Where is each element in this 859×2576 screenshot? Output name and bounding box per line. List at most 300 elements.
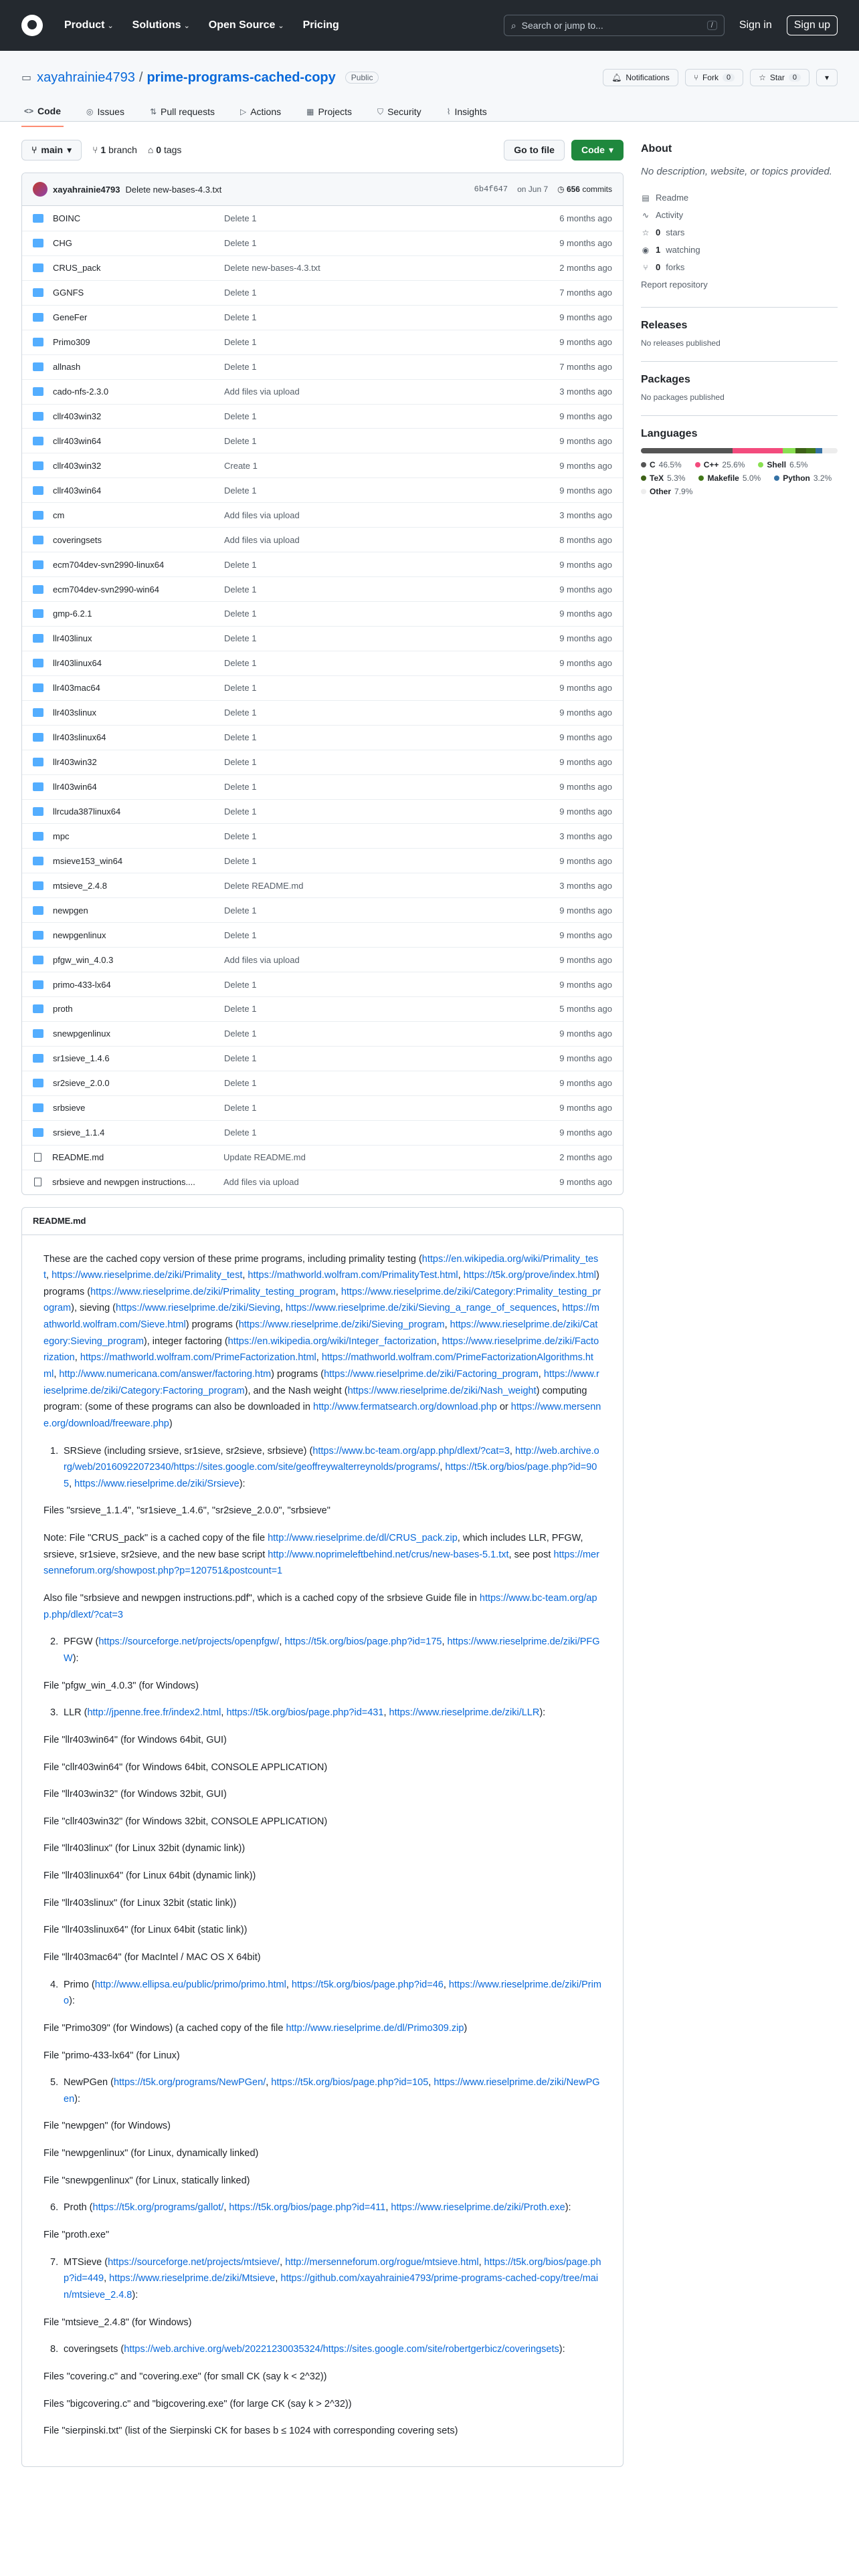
file-commit-message[interactable]: Add files via upload — [224, 534, 300, 545]
file-name-link[interactable]: CHG — [53, 238, 72, 249]
repo-separator: / — [138, 70, 143, 85]
folder-icon — [33, 461, 43, 470]
file-name-link[interactable]: cm — [53, 510, 65, 520]
chevron-down-icon: ⌄ — [107, 22, 114, 30]
readme-link[interactable]: https://t5k.org/prove/index.html — [463, 1270, 596, 1281]
file-commit-message[interactable]: Delete 1 — [224, 905, 257, 916]
file-name-link[interactable]: llr403linux64 — [53, 658, 102, 669]
shield-icon: ⛉ — [377, 106, 384, 116]
folder-icon — [33, 536, 43, 544]
readme-paragraph: File "cllr403win64" (for Windows 64bit, CONSOLE APPLICATION) — [43, 1761, 328, 1773]
file-row[interactable] — [22, 477, 623, 502]
file-row[interactable] — [22, 1145, 623, 1170]
commit-message[interactable]: Delete new-bases-4.3.txt — [125, 184, 222, 195]
file-commit-message[interactable]: Delete 1 — [224, 213, 257, 223]
file-name-link[interactable]: allnash — [53, 362, 81, 372]
file-row[interactable] — [22, 1120, 623, 1145]
readme-link[interactable]: https://sourceforge.net/projects/openpfgw/ — [98, 1636, 280, 1648]
file-row[interactable] — [22, 700, 623, 725]
file-commit-message[interactable]: Delete 1 — [224, 1004, 257, 1014]
file-name-link[interactable]: proth — [53, 1004, 73, 1014]
file-list — [22, 206, 623, 1194]
file-commit-time: 9 months ago — [559, 1078, 612, 1089]
language-item[interactable] — [695, 460, 745, 469]
file-row[interactable] — [22, 502, 623, 527]
file-name-link[interactable]: sr1sieve_1.4.6 — [53, 1053, 110, 1064]
chevron-down-icon: ▾ — [824, 73, 829, 82]
folder-icon — [33, 263, 43, 272]
readme-link[interactable]: http://web.archive.org/web/20160922072340/https://sites.google.com/site/geoffreywalterreynolds/programs/ — [64, 1445, 599, 1473]
languages-section — [641, 415, 838, 496]
file-commit-message[interactable]: Delete 1 — [224, 337, 257, 348]
language-item[interactable] — [774, 473, 832, 483]
file-commit-message[interactable]: Delete 1 — [224, 708, 257, 718]
packages-text: No packages published — [641, 392, 725, 402]
readme-link[interactable]: https://sourceforge.net/projects/mtsieve/ — [108, 2256, 280, 2268]
file-commit-message[interactable]: Delete 1 — [224, 1053, 257, 1064]
fork-button[interactable]: ⑂ Fork 0 — [685, 69, 743, 86]
readme-link[interactable]: https://www.bc-team.org/app.php/dlext/?cat=3 — [312, 1445, 510, 1457]
file-commit-message[interactable]: Delete 1 — [224, 288, 257, 298]
file-commit-message[interactable]: Delete 1 — [224, 1128, 257, 1138]
language-name: C++ — [703, 459, 719, 469]
file-commit-time: 9 months ago — [559, 633, 612, 644]
branch-select-button[interactable]: ⑂ main ▾ — [21, 140, 82, 160]
readme-link[interactable]: https://t5k.org/bios/page.php?id=46 — [291, 1979, 444, 1990]
file-commit-message[interactable]: Update README.md — [223, 1152, 306, 1163]
file-commit-message[interactable]: Delete 1 — [224, 559, 257, 570]
file-name-link[interactable]: msieve153_win64 — [53, 855, 123, 866]
file-commit-time: 6 months ago — [559, 213, 612, 223]
file-name-link[interactable]: mpc — [53, 831, 70, 841]
readme-link[interactable]: https://t5k.org/bios/page.php?id=411 — [229, 2202, 386, 2214]
fork-icon: ⑂ — [693, 73, 698, 82]
file-commit-time: 7 months ago — [559, 362, 612, 372]
file-name-link[interactable]: CRUS_pack — [53, 263, 101, 274]
file-commit-message[interactable]: Delete 1 — [224, 584, 257, 595]
readme-link[interactable]: https://en.wikipedia.org/wiki/Primality_test — [43, 1253, 599, 1281]
star-dropdown-button[interactable] — [816, 69, 838, 86]
readme-link[interactable]: http://jpenne.free.fr/index2.html — [87, 1707, 221, 1719]
file-row[interactable] — [22, 1046, 623, 1071]
language-bar-segment — [795, 448, 806, 453]
star-icon: ☆ — [642, 227, 650, 237]
file-row[interactable] — [22, 354, 623, 379]
file-commit-message[interactable]: Delete README.md — [224, 880, 304, 891]
repo-name-link[interactable]: prime-programs-cached-copy — [147, 70, 336, 85]
file-name-link[interactable]: cllr403win64 — [53, 485, 102, 496]
file-name-link[interactable]: Primo309 — [53, 337, 90, 348]
file-row[interactable] — [22, 330, 623, 354]
readme-link[interactable]: https://t5k.org/bios/page.php?id=175 — [284, 1636, 442, 1648]
readme-link[interactable]: http://mersenneforum.org/rogue/mtsieve.html — [285, 2256, 479, 2268]
readme-link[interactable]: https://mathworld.wolfram.com/PrimalityTest.html — [248, 1270, 458, 1281]
file-commit-time: 2 months ago — [559, 1152, 612, 1163]
language-name: Makefile — [707, 473, 739, 483]
file-name-link[interactable]: sr2sieve_2.0.0 — [53, 1078, 110, 1089]
file-commit-time: 5 months ago — [559, 1004, 612, 1014]
code-button[interactable]: Code ▾ — [571, 140, 624, 160]
file-name-link[interactable]: primo-433-lx64 — [53, 979, 111, 990]
file-commit-time: 9 months ago — [559, 1128, 612, 1138]
file-name-link[interactable]: coveringsets — [53, 534, 102, 545]
commits-link[interactable]: ◷ 656 commits — [557, 185, 612, 194]
file-name-link[interactable]: cllr403win32 — [53, 411, 102, 421]
sign-in-link[interactable]: Sign in — [739, 19, 772, 31]
file-row[interactable] — [22, 947, 623, 972]
folder-icon — [33, 609, 43, 618]
file-name-link[interactable]: ecm704dev-svn2990-linux64 — [53, 559, 165, 570]
readme-link[interactable]: https://www.rieselprime.de/ziki/Primality_testing_program — [90, 1286, 336, 1297]
nav-product[interactable]: Product ⌄ — [64, 19, 114, 31]
readme-paragraph: File "llr403win32" (for Windows 32bit, GUI) — [43, 1789, 227, 1800]
folder-icon — [33, 634, 43, 643]
language-dot-icon — [774, 475, 779, 481]
readme-link[interactable]: https://www.rieselprime.de/ziki/Primo — [64, 1979, 601, 2007]
folder-icon — [33, 1054, 43, 1063]
language-bar-segment — [733, 448, 783, 453]
language-dot-icon — [641, 489, 646, 494]
file-commit-message[interactable]: Delete 1 — [224, 782, 257, 792]
chevron-down-icon: ⌄ — [278, 22, 284, 30]
readme-list-item: 3. LLR (http://jpenne.free.fr/index2.html, https://t5k.org/bios/page.php?id=431, https://www.rieselprime.de/ziki/LLR): — [64, 1705, 601, 1721]
file-commit-message[interactable]: Delete 1 — [224, 806, 257, 817]
readme-link[interactable]: https://mersenneforum.org/showpost.php?p=120751&postcount=1 — [43, 1549, 599, 1577]
file-name-link[interactable]: cado-nfs-2.3.0 — [53, 387, 109, 397]
nav-solutions[interactable]: Solutions ⌄ — [132, 19, 190, 31]
file-row[interactable] — [22, 922, 623, 947]
language-bar — [641, 448, 838, 453]
packages-title[interactable]: Packages — [641, 373, 690, 385]
readme-paragraph: File "cllr403win32" (for Windows 32bit, CONSOLE APPLICATION) — [43, 1816, 328, 1827]
file-commit-message[interactable]: Delete 1 — [224, 683, 257, 693]
file-row[interactable] — [22, 848, 623, 873]
readme-paragraph: File "llr403linux" (for Linux 32bit (dynamic link)) — [43, 1843, 246, 1854]
readme-link[interactable]: https://www.rieselprime.de/ziki/LLR — [389, 1707, 540, 1719]
file-row[interactable] — [22, 750, 623, 774]
tab-projects[interactable]: ▦ Projects — [306, 106, 353, 117]
readme-link[interactable]: https://www.rieselprime.de/ziki/Sieving — [116, 1303, 280, 1314]
file-name-link[interactable]: BOINC — [53, 213, 81, 223]
file-row[interactable] — [22, 404, 623, 429]
nav-pricing[interactable]: Pricing — [302, 19, 339, 31]
file-row[interactable] — [22, 428, 623, 453]
readme-link[interactable]: https://www.rieselprime.de/ziki/NewPGen — [64, 2077, 600, 2105]
bell-icon: 🔔︎ — [611, 73, 622, 82]
folder-icon — [33, 782, 43, 791]
file-commit-message[interactable]: Delete new-bases-4.3.txt — [224, 263, 320, 274]
readme-link[interactable]: https://www.rieselprime.de/ziki/Factorization — [43, 1335, 599, 1364]
language-item[interactable] — [641, 460, 682, 469]
file-row[interactable] — [22, 280, 623, 305]
language-bar-segment — [641, 448, 733, 453]
commit-author[interactable]: xayahrainie4793 — [53, 184, 120, 195]
tab-security[interactable]: ⛉ Security — [377, 106, 421, 117]
file-commit-message[interactable]: Add files via upload — [223, 1177, 299, 1188]
readme-link[interactable]: http://www.rieselprime.de/dl/Primo309.zip — [286, 2022, 464, 2034]
language-dot-icon — [695, 462, 700, 467]
readme-link[interactable]: https://t5k.org/bios/page.php?id=449 — [64, 2256, 601, 2284]
file-row[interactable] — [22, 552, 623, 576]
file-row[interactable] — [22, 675, 623, 700]
file-commit-message[interactable]: Delete 1 — [224, 1029, 257, 1039]
file-name-link[interactable]: llr403win64 — [53, 782, 97, 792]
file-commit-message[interactable]: Delete 1 — [224, 979, 257, 990]
folder-icon — [33, 758, 43, 766]
file-row[interactable] — [22, 206, 623, 231]
file-name-link[interactable]: newpgenlinux — [53, 930, 106, 940]
readme-link[interactable]: https://www.rieselprime.de/ziki/Mtsieve — [109, 2273, 276, 2284]
folder-icon — [33, 708, 43, 717]
language-bar-segment — [822, 448, 838, 453]
star-button[interactable]: ☆ Star 0 — [750, 69, 809, 86]
readme-link[interactable]: https://www.rieselprime.de/ziki/Factoring_program — [324, 1368, 539, 1380]
file-row[interactable] — [22, 576, 623, 601]
file-commit-message[interactable]: Delete 1 — [224, 1103, 257, 1113]
search-input[interactable] — [504, 15, 725, 36]
readme-link[interactable]: https://t5k.org/bios/page.php?id=431 — [226, 1707, 384, 1719]
file-commit-message[interactable]: Delete 1 — [224, 732, 257, 743]
file-name-link[interactable]: pfgw_win_4.0.3 — [53, 954, 114, 965]
readme-link[interactable]: https://mathworld.wolfram.com/Sieve.html — [43, 1303, 599, 1331]
file-commit-time: 9 months ago — [559, 732, 612, 743]
readme-link[interactable]: https://en.wikipedia.org/wiki/Integer_factorization — [227, 1335, 437, 1347]
file-name-link[interactable]: llr403linux — [53, 633, 92, 644]
language-dot-icon — [698, 475, 704, 481]
go-to-file-button[interactable]: Go to file — [504, 140, 565, 160]
file-row[interactable] — [22, 774, 623, 799]
releases-section — [641, 307, 838, 348]
file-row[interactable] — [22, 1170, 623, 1194]
pull-request-icon: ⇅ — [149, 107, 157, 116]
folder-icon — [33, 733, 43, 742]
file-commit-message[interactable]: Delete 1 — [224, 485, 257, 496]
readme-link[interactable]: https://www.mersenne.org/download/freeware.php — [43, 1402, 601, 1429]
readme-link[interactable]: http://www.fermatsearch.org/download.php — [313, 1402, 497, 1413]
tab-issues[interactable]: ◎ Issues — [86, 106, 124, 117]
file-row[interactable] — [22, 1021, 623, 1046]
file-commit-time: 9 months ago — [559, 905, 612, 916]
file-row[interactable] — [22, 626, 623, 651]
file-row[interactable] — [22, 873, 623, 897]
file-row[interactable] — [22, 996, 623, 1021]
file-name-link[interactable]: llr403slinux64 — [53, 732, 106, 743]
commit-hash[interactable]: 6b4f647 — [474, 185, 508, 194]
folder-icon — [33, 560, 43, 569]
language-item[interactable] — [758, 460, 807, 469]
readme-link[interactable]: http://www.noprimeleftbehind.net/crus/new-bases-5.1.txt — [268, 1549, 509, 1560]
file-name-link[interactable]: srbsieve — [53, 1103, 86, 1113]
readme-link[interactable]: https://t5k.org/programs/NewPGen/ — [113, 2077, 266, 2088]
tab-code[interactable]: <> Code — [21, 99, 64, 127]
folder-icon — [33, 1128, 43, 1137]
file-commit-message[interactable]: Delete 1 — [224, 658, 257, 669]
file-name-link[interactable]: mtsieve_2.4.8 — [53, 880, 107, 891]
file-commit-message[interactable]: Delete 1 — [224, 435, 257, 446]
avatar[interactable] — [33, 182, 47, 197]
file-commit-time: 9 months ago — [559, 806, 612, 817]
file-commit-time: 9 months ago — [559, 855, 612, 866]
readme-link[interactable]: https://www.rieselprime.de/ziki/Srsieve — [74, 1478, 240, 1489]
file-name-link[interactable]: srbsieve and newpgen instructions.... — [52, 1177, 195, 1188]
table-icon: ▦ — [306, 107, 314, 116]
readme-link[interactable]: https://www.rieselprime.de/ziki/Category:Primality_testing_program — [43, 1286, 601, 1314]
language-name: Python — [783, 473, 810, 483]
language-item[interactable] — [698, 473, 761, 483]
tab-actions[interactable]: ▷ Actions — [240, 106, 282, 117]
releases-title[interactable]: Releases — [641, 319, 688, 331]
readme-link[interactable]: http://www.numericana.com/answer/factoring.htm — [59, 1368, 272, 1380]
readme-link[interactable]: http://www.rieselprime.de/dl/CRUS_pack.zip — [268, 1533, 458, 1544]
readme-paragraph: File "proth.exe" — [43, 2230, 110, 2241]
file-commit-message[interactable]: Delete 1 — [224, 238, 257, 249]
file-name-link[interactable]: llrcuda387linux64 — [53, 806, 121, 817]
readme-link[interactable]: https://t5k.org/programs/gallot/ — [92, 2202, 224, 2214]
file-name-link[interactable]: snewpgenlinux — [53, 1029, 111, 1039]
repo-icon: ▭ — [21, 72, 32, 84]
file-name-link[interactable]: newpgen — [53, 905, 88, 916]
file-commit-message[interactable]: Add files via upload — [224, 387, 300, 397]
file-commit-message[interactable]: Delete 1 — [224, 930, 257, 940]
file-name-link[interactable]: GeneFer — [53, 312, 88, 323]
file-name-link[interactable]: gmp-6.2.1 — [53, 609, 92, 619]
language-item[interactable] — [641, 473, 685, 483]
readme-link[interactable]: https://web.archive.org/web/20221230035324/https://sites.google.com/site/robertgerbicz/coveringsets — [124, 2344, 559, 2355]
readme-link[interactable]: https://www.rieselprime.de/ziki/Category:Factoring_program — [43, 1368, 599, 1396]
file-commit-message[interactable]: Delete 1 — [224, 757, 257, 768]
file-name-link[interactable]: llr403win32 — [53, 757, 97, 768]
file-commit-message[interactable]: Add files via upload — [224, 954, 300, 965]
tags-link[interactable]: ⌂ 0 tags — [147, 144, 182, 155]
readme-list-item: 7. MTSieve (https://sourceforge.net/projects/mtsieve/, http://mersenneforum.org/rogue/mtsieve.html, https://t5k.org/bios/page.php?id=449, https://www.rieselprime.de/ziki/Mtsieve, https://github.com/xayahrainie4793/prime-programs-cached-copy/tree/main/mtsieve_2.4.8): — [64, 2254, 601, 2304]
file-name-link[interactable]: llr403slinux — [53, 708, 97, 718]
file-row[interactable] — [22, 527, 623, 552]
readme-link[interactable]: https://www.rieselprime.de/ziki/Primality_test — [52, 1270, 243, 1281]
folder-icon — [33, 437, 43, 445]
tab-pull-requests[interactable]: ⇅ Pull requests — [149, 106, 215, 117]
readme-link[interactable]: https://github.com/xayahrainie4793/prime-programs-cached-copy/tree/main/mtsieve_2.4.8 — [64, 2273, 599, 2300]
file-row[interactable] — [22, 1071, 623, 1095]
readme-list-item: 2. PFGW (https://sourceforge.net/projects/openpfgw/, https://t5k.org/bios/page.php?id=175, https://www.rieselprime.de/ziki/PFGW): — [64, 1634, 601, 1667]
file-commit-message[interactable]: Delete 1 — [224, 855, 257, 866]
stars-link[interactable]: ☆ 0 stars — [642, 227, 685, 237]
readme-paragraph: File "llr403linux64" (for Linux 64bit (dynamic link)) — [43, 1870, 256, 1882]
readme-panel — [21, 1207, 624, 2467]
file-name-link[interactable]: ecm704dev-svn2990-win64 — [53, 584, 159, 595]
file-commit-message[interactable]: Delete 1 — [224, 1078, 257, 1089]
readme-link[interactable]: https://www.rieselprime.de/ziki/Proth.exe — [391, 2202, 565, 2214]
activity-link[interactable]: ∿ Activity — [642, 210, 684, 220]
github-logo-icon[interactable] — [21, 15, 43, 36]
releases-text: No releases published — [641, 338, 721, 348]
tab-insights[interactable]: ⌇ Insights — [446, 106, 487, 117]
readme-paragraph: Files "srsieve_1.1.4", "sr1sieve_1.4.6", "sr2sieve_2.0.0", "srbsieve" — [43, 1505, 330, 1517]
readme-list-item: 4. Primo (http://www.ellipsa.eu/public/primo/primo.html, https://t5k.org/bios/page.php?id=46, https://www.rieselprime.de/ziki/Primo): — [64, 1977, 601, 2010]
file-commit-message[interactable]: Delete 1 — [224, 411, 257, 421]
graph-icon: ⌇ — [446, 107, 451, 116]
file-row[interactable] — [22, 651, 623, 675]
readme-link[interactable]: https://www.rieselprime.de/ziki/Category:Sieving_program — [43, 1319, 598, 1347]
folder-icon — [33, 387, 43, 396]
search-shortcut-key: / — [707, 21, 717, 30]
file-commit-message[interactable]: Add files via upload — [224, 510, 300, 520]
readme-link[interactable]: https://www.bc-team.org/app.php/dlext/?cat=3 — [43, 1593, 597, 1620]
sign-up-button[interactable]: Sign up — [787, 15, 838, 35]
readme-link[interactable]: http://www.ellipsa.eu/public/primo/primo.html — [94, 1979, 286, 1990]
readme-link[interactable]: https://www.rieselprime.de/ziki/Sieving_a_range_of_sequences — [285, 1303, 557, 1314]
file-commit-message[interactable]: Delete 1 — [224, 312, 257, 323]
file-commit-time: 9 months ago — [559, 782, 612, 792]
file-name-link[interactable]: README.md — [52, 1152, 104, 1163]
readme-link[interactable]: https://www.rieselprime.de/ziki/Sieving_program — [238, 1319, 445, 1331]
file-name-link[interactable]: cllr403win64 — [53, 435, 102, 446]
file-row[interactable] — [22, 305, 623, 330]
file-row[interactable] — [22, 897, 623, 922]
file-commit-message[interactable]: Delete 1 — [224, 362, 257, 372]
repo-owner-link[interactable]: xayahrainie4793 — [37, 70, 135, 85]
folder-icon — [33, 832, 43, 841]
forks-link[interactable]: ⑂ 0 forks — [641, 259, 838, 276]
watching-link[interactable]: ◉ 1 watching — [642, 245, 700, 255]
readme-paragraph: Note: File "CRUS_pack" is a cached copy of the file http://www.rieselprime.de/dl/CRUS_pack.zip, which includes LLR, PFGW, srsieve, sr1sieve, sr2sieve, and the new base script http://www.noprimeleftbehind.net/crus/new-bases-5.1.txt, see post https://mersenneforum.org/showpost.php?p=120751&postcount=1 — [43, 1533, 599, 1577]
latest-commit — [22, 173, 623, 206]
report-repository-link[interactable]: Report repository — [641, 280, 708, 290]
readme-paragraph: File "newpgenlinux" (for Linux, dynamically linked) — [43, 2148, 259, 2159]
file-row[interactable] — [22, 453, 623, 477]
readme-link[interactable]: https://t5k.org/bios/page.php?id=905 — [64, 1462, 597, 1489]
file-commit-time: 7 months ago — [559, 288, 612, 298]
file-commit-message[interactable]: Delete 1 — [224, 831, 257, 841]
file-name-link[interactable]: cllr403win32 — [53, 460, 102, 471]
file-row[interactable] — [22, 725, 623, 750]
folder-icon — [33, 931, 43, 940]
star-count: 0 — [789, 74, 801, 82]
chevron-down-icon: ▾ — [67, 144, 72, 155]
chevron-down-icon: ▾ — [608, 144, 613, 155]
nav-open-source[interactable]: Open Source ⌄ — [208, 19, 284, 31]
readme-link[interactable]: https://mathworld.wolfram.com/PrimeFactorizationAlgorithms.html — [43, 1352, 593, 1380]
file-commit-message[interactable]: Delete 1 — [224, 609, 257, 619]
folder-icon — [33, 881, 43, 890]
readme-link[interactable]: https://www.rieselprime.de/ziki/PFGW — [64, 1636, 600, 1664]
branches-link[interactable]: ⑂ 1 branch — [92, 144, 137, 155]
file-name-link[interactable]: GGNFS — [53, 288, 84, 298]
language-item[interactable] — [641, 487, 692, 496]
file-row[interactable] — [22, 799, 623, 824]
file-row[interactable] — [22, 255, 623, 280]
file-row[interactable] — [22, 231, 623, 255]
file-row[interactable] — [22, 1095, 623, 1120]
readme-link[interactable]: https://www.rieselprime.de/ziki/Nash_weight — [347, 1385, 537, 1396]
readme-paragraph: File "newpgen" (for Windows) — [43, 2121, 171, 2132]
file-name-link[interactable]: llr403mac64 — [53, 683, 100, 693]
notifications-button[interactable]: 🔔︎ Notifications — [603, 69, 678, 86]
file-row[interactable] — [22, 379, 623, 404]
readme-link[interactable]: https://t5k.org/bios/page.php?id=105 — [271, 2077, 429, 2088]
file-commit-message[interactable]: Create 1 — [224, 460, 258, 471]
file-row[interactable] — [22, 823, 623, 848]
file-commit-time: 9 months ago — [559, 435, 612, 446]
file-name-link[interactable]: srsieve_1.1.4 — [53, 1128, 105, 1138]
file-row[interactable] — [22, 972, 623, 996]
file-row[interactable] — [22, 601, 623, 626]
file-commit-message[interactable]: Delete 1 — [224, 633, 257, 644]
readme-link[interactable]: ▤ Readme — [642, 193, 689, 203]
packages-section — [641, 361, 838, 402]
file-commit-time: 9 months ago — [559, 658, 612, 669]
book-icon: ▤ — [642, 193, 650, 203]
readme-link[interactable]: https://mathworld.wolfram.com/PrimeFactorization.html — [80, 1352, 316, 1364]
